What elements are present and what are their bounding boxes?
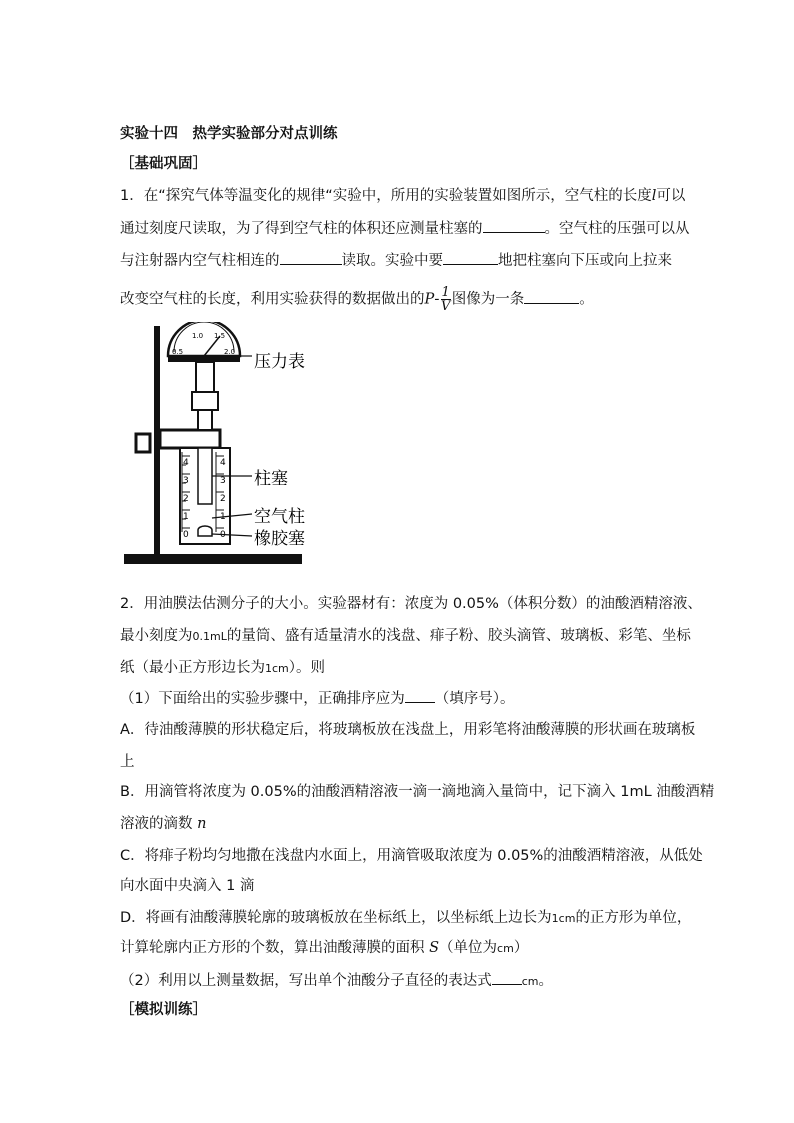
- step-d-line-1: [120, 908, 691, 929]
- var-l: l: [651, 188, 657, 204]
- unit-square-value: 1cm: [551, 912, 576, 925]
- q2-text: D．将画有油酸薄膜轮廓的玻璃板放在坐标纸上，以坐标纸上边长为: [120, 910, 552, 926]
- q2-text: （填序号）。: [434, 691, 515, 707]
- var-p: P: [424, 291, 435, 308]
- step-d-line-2: [120, 938, 528, 959]
- rubber-stopper: [198, 526, 212, 536]
- q2-text: 纸（最小正方形边长为: [120, 660, 265, 676]
- q1-text: 。: [579, 291, 594, 308]
- scale-number: 1: [183, 512, 189, 522]
- connector-nut: [192, 392, 218, 410]
- q2-text: ）: [513, 940, 529, 956]
- dash: -: [434, 291, 440, 308]
- q1-text: 图像为一条: [451, 291, 525, 308]
- scale-number: 4: [183, 458, 189, 468]
- label-plunger: 柱塞: [254, 469, 288, 489]
- answer-blank[interactable]: [443, 250, 498, 265]
- answer-blank[interactable]: [483, 218, 545, 233]
- scale-number: 3: [220, 476, 226, 486]
- stand-base: [124, 554, 302, 564]
- q1-line-1: [120, 186, 685, 206]
- scale-number: 4: [220, 458, 226, 468]
- label-air-column: 空气柱: [254, 507, 305, 527]
- q2-text: （单位为: [439, 940, 498, 956]
- answer-blank[interactable]: [524, 289, 579, 304]
- scale-number: 0: [183, 530, 189, 540]
- clamp-knob: [136, 434, 150, 452]
- mock-heading: ［模拟训练］: [120, 1002, 207, 1018]
- connector-tube: [196, 362, 214, 392]
- plunger: [198, 448, 212, 504]
- q1-text: 。空气柱的压强可以从: [544, 221, 690, 237]
- scale-number: 2: [220, 494, 226, 504]
- answer-blank[interactable]: [405, 688, 435, 703]
- clamp-arm: [160, 430, 220, 448]
- step-b-line-2: [120, 814, 206, 834]
- step-c-line-1: C．将痱子粉均匀地撒在浅盘内水面上，用滴管吸取浓度为 0.05%的油酸酒精溶液，从低处: [120, 848, 703, 864]
- basic-heading: ［基础巩固］: [120, 156, 207, 172]
- answer-blank[interactable]: [280, 250, 342, 265]
- q1-text: 改变空气柱的长度，利用实验获得的数据做出的: [120, 291, 425, 308]
- section-title: 实验十四 热学实验部分对点训练: [120, 126, 338, 142]
- answer-blank[interactable]: [492, 970, 522, 985]
- q1-line-3: [120, 250, 672, 271]
- square-side-value: 1cm: [265, 662, 289, 675]
- q1-text: 可以: [656, 188, 686, 204]
- q1-text: 通过刻度尺读取，为了得到空气柱的体积还应测量柱塞的: [120, 221, 483, 237]
- q1-text: 1．在“探究气体等温变化的规律“实验中，所用的实验装置如图所示，空气柱的长度: [120, 188, 652, 204]
- q2-part-2: [120, 970, 553, 992]
- dial-label: 1.5: [214, 332, 226, 340]
- q1-line-4: [120, 286, 594, 313]
- q2-text: （1）下面给出的实验步骤中，正确排序应为: [120, 691, 405, 707]
- scale-number: 2: [183, 494, 189, 504]
- scale-number: 3: [183, 476, 189, 486]
- q1-line-2: [120, 218, 690, 239]
- fraction-denominator: V: [440, 299, 451, 314]
- connector-stem: [198, 410, 212, 430]
- q2-text: 最小刻度为: [120, 628, 193, 644]
- fraction-numerator: 1: [441, 285, 450, 300]
- q2-text: 计算轮廓内正方形的个数，算出油酸薄膜的面积: [120, 940, 425, 956]
- q2-part-1: [120, 688, 514, 709]
- q2-line-1: 2．用油膜法估测分子的大小。实验器材有：浓度为 0.05%（体积分数）的油酸酒精溶液、: [120, 596, 702, 612]
- label-stopper: 橡胶塞: [254, 529, 305, 549]
- dial-label: 1.0: [192, 332, 204, 340]
- min-division-value: 0.1mL: [192, 630, 227, 643]
- q2-text: 溶液的滴数: [120, 816, 193, 832]
- apparatus-figure: [120, 322, 320, 572]
- var-n: n: [197, 816, 207, 832]
- label-gauge: 压力表: [254, 352, 305, 372]
- q2-text: 的量筒、盛有适量清水的浅盘、痱子粉、胶头滴管、玻璃板、彩笔、坐标: [226, 628, 691, 644]
- q1-text: 读取。实验中要: [341, 253, 443, 269]
- step-a-line-1: A．待油酸薄膜的形状稳定后，将玻璃板放在浅盘上，用彩笔将油酸薄膜的形状画在玻璃板: [120, 722, 696, 738]
- q1-text: 地把柱塞向下压或向上拉来: [498, 253, 672, 269]
- q2-text: （2）利用以上测量数据，写出单个油酸分子直径的表达式: [120, 973, 492, 989]
- q2-text: 的正方形为单位，: [575, 910, 692, 926]
- var-s: S: [429, 940, 440, 956]
- area-unit: cm: [497, 942, 514, 955]
- dial-label: 2.0: [224, 348, 236, 356]
- dial-label: 0.5: [172, 348, 184, 356]
- step-c-line-2: 向水面中央滴入 1 滴: [120, 878, 255, 894]
- step-a-line-2: 上: [120, 754, 135, 770]
- q2-line-3: [120, 658, 325, 679]
- fraction-1-over-v: [441, 286, 451, 313]
- q1-text: 与注射器内空气柱相连的: [120, 253, 280, 269]
- step-b-line-1: B．用滴管将浓度为 0.05%的油酸酒精溶液一滴一滴地滴入量筒中，记下滴入 1mL 油酸酒精: [120, 784, 715, 800]
- diameter-unit: cm: [521, 975, 539, 988]
- q2-text: 。: [538, 973, 553, 989]
- q2-text: ）。则: [288, 660, 326, 676]
- q2-line-2: [120, 626, 691, 647]
